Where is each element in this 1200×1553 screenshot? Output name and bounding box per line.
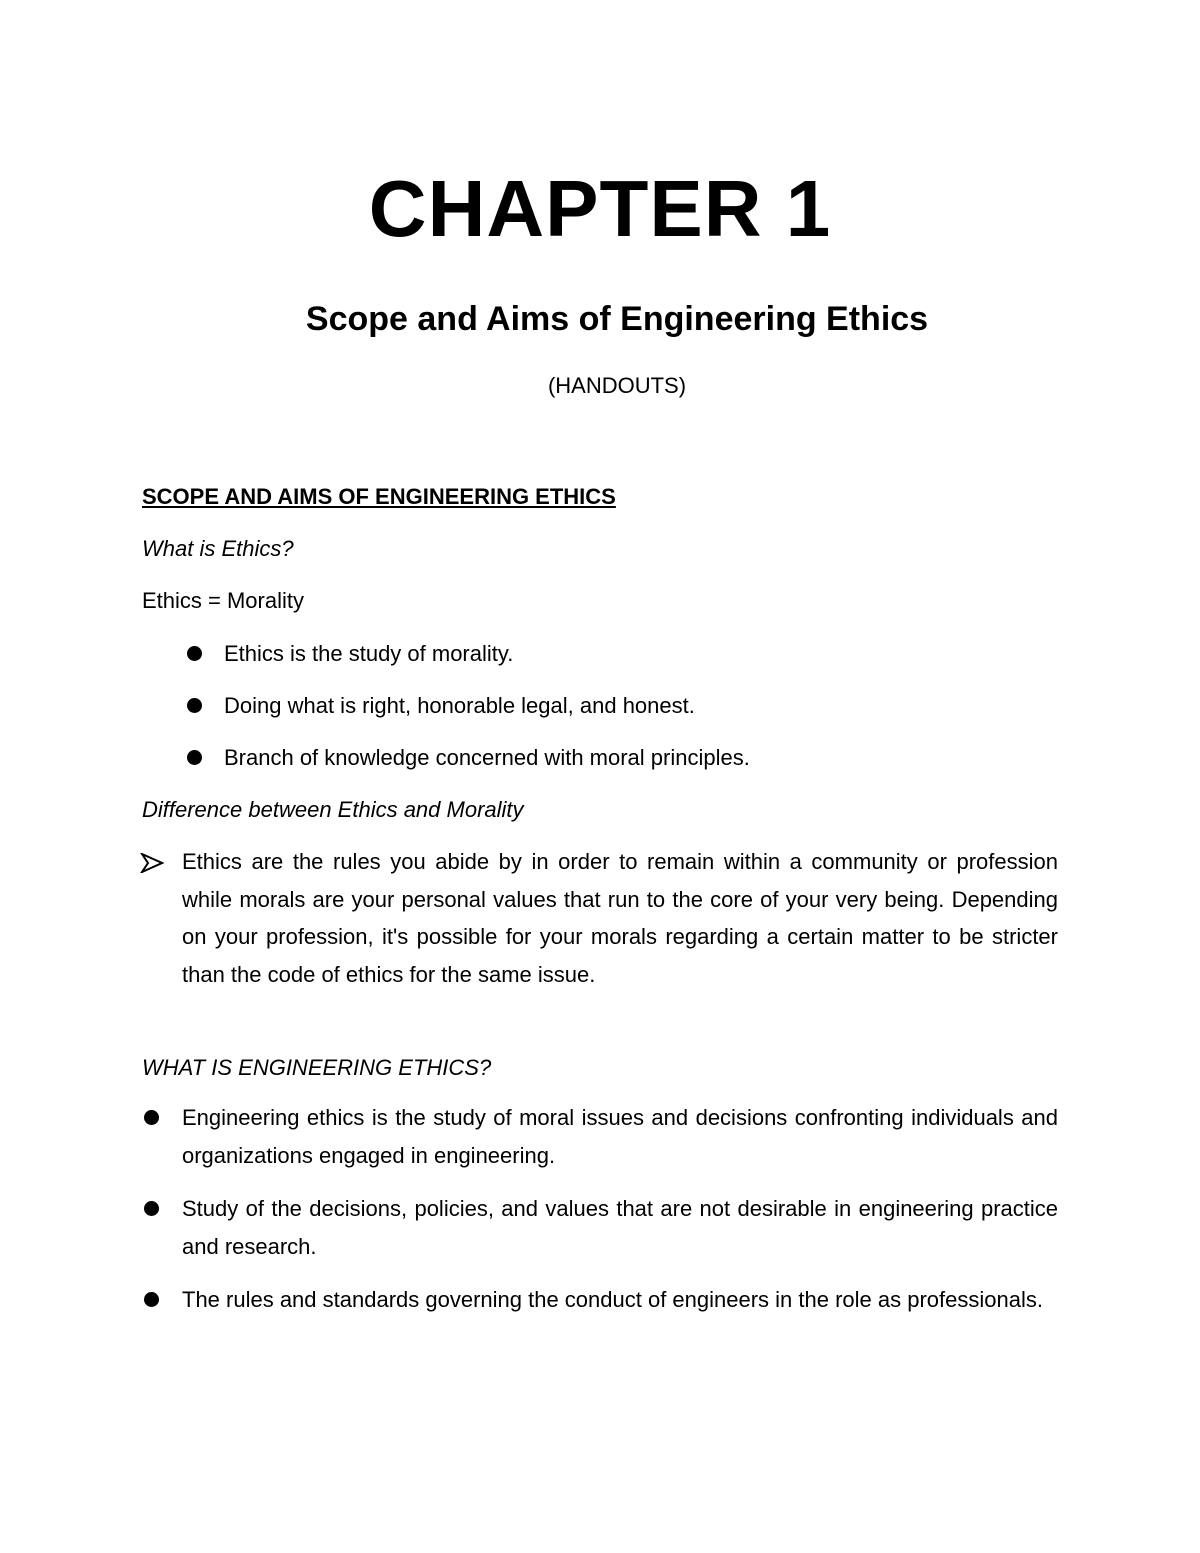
- bullet-icon: [187, 750, 202, 765]
- list-item: Branch of knowledge concerned with moral principles.: [224, 745, 750, 770]
- list-item: Doing what is right, honorable legal, and honest.: [224, 693, 695, 718]
- bullet-icon: [144, 1110, 159, 1125]
- difference-heading: Difference between Ethics and Morality: [142, 797, 524, 822]
- chapter-title: CHAPTER 1: [368, 164, 832, 253]
- document-subtitle: Scope and Aims of Engineering Ethics: [305, 300, 929, 338]
- difference-paragraph: Ethics are the rules you abide by in order to remain within a community or profession while morals are your personal values that run to the core of your very being. Depending on your profession, it's possible for your morals regarding a certain matter to be stricter than the code of ethics for the same issue.: [182, 849, 1058, 987]
- bullet-icon: [144, 1201, 159, 1216]
- ethics-definition: Ethics = Morality: [142, 588, 304, 613]
- section-heading: SCOPE AND AIMS OF ENGINEERING ETHICS: [142, 484, 616, 509]
- list-item: Engineering ethics is the study of moral issues and decisions confronting individuals and organizations engaged in engineering.: [182, 1105, 1058, 1168]
- bullet-icon: [144, 1292, 159, 1307]
- list-item: The rules and standards governing the conduct of engineers in the role as professionals.: [182, 1287, 1043, 1312]
- engineering-ethics-heading: WHAT IS ENGINEERING ETHICS?: [142, 1055, 492, 1080]
- bullet-icon: [187, 646, 202, 661]
- bullet-icon: [187, 698, 202, 713]
- what-is-ethics-heading: What is Ethics?: [142, 536, 294, 561]
- handouts-label: (HANDOUTS): [547, 373, 687, 398]
- list-item: Study of the decisions, policies, and values that are not desirable in engineering practice and research.: [182, 1196, 1058, 1259]
- arrow-bullet-icon: [140, 853, 164, 873]
- list-item: Ethics is the study of morality.: [224, 641, 514, 666]
